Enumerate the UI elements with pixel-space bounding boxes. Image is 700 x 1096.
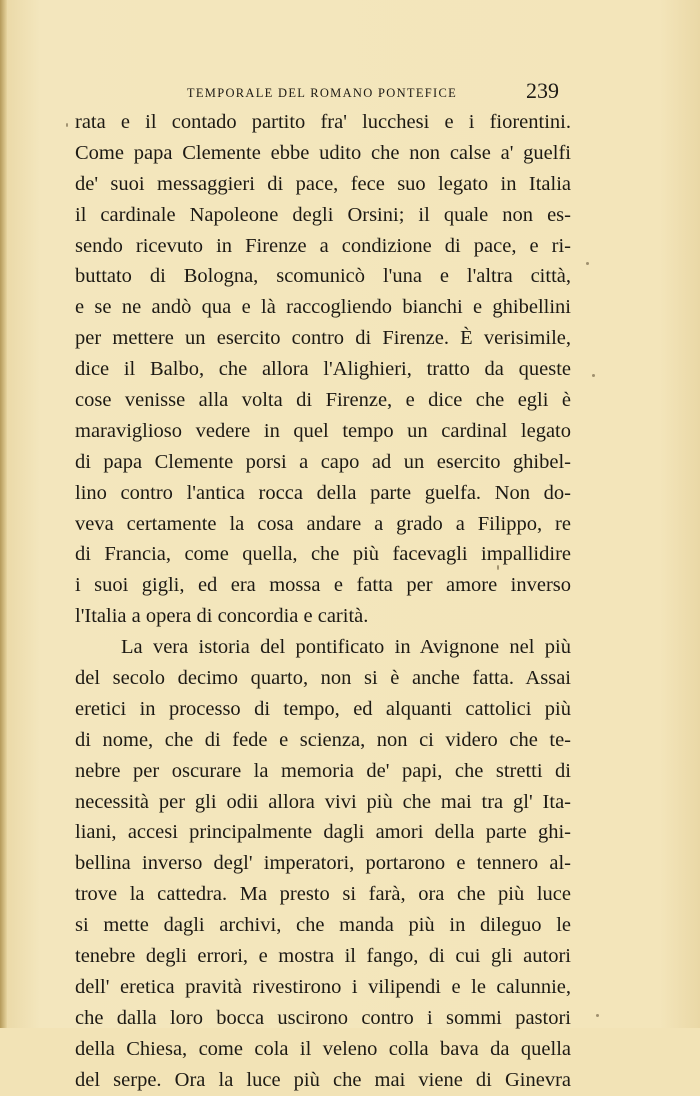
text-line: de' suoi messaggieri di pace, fece suo legato in Italia bbox=[75, 172, 571, 195]
text-line: di Francia, come quella, che più facevagli impallidire bbox=[75, 543, 571, 566]
text-line: trove la cattedra. Ma presto si farà, ora che più luce bbox=[75, 883, 571, 906]
text-line: maraviglioso vedere in quel tempo un cardinal legato bbox=[75, 419, 571, 442]
text-line: lino contro l'antica rocca della parte guelfa. Non do- bbox=[75, 481, 571, 504]
text-line: Come papa Clemente ebbe udito che non calse a' guelfi bbox=[75, 141, 571, 164]
text-line: necessità per gli odii allora vivi più che mai tra gl' Ita- bbox=[75, 790, 571, 813]
text-line: nebre per oscurare la memoria de' papi, che stretti di bbox=[75, 759, 571, 782]
text-line: per mettere un esercito contro di Firenze. È verisimile, bbox=[75, 327, 571, 350]
text-line: tenebre degli errori, e mostra il fango, di cui gli autori bbox=[75, 945, 571, 968]
paper-speck bbox=[497, 565, 499, 570]
text-line: si mette dagli archivi, che manda più in dileguo le bbox=[75, 914, 571, 937]
text-line: liani, accesi principalmente dagli amori della parte ghi- bbox=[75, 821, 571, 844]
text-line: buttato di Bologna, scomunicò l'una e l'altra città, bbox=[75, 265, 571, 288]
text-line: di papa Clemente porsi a capo ad un esercito ghibel- bbox=[75, 450, 571, 473]
text-line: del serpe. Ora la luce più che mai viene di Ginevra bbox=[75, 1068, 571, 1091]
paper-speck bbox=[66, 123, 68, 127]
body-text bbox=[75, 107, 571, 1096]
paper-speck bbox=[592, 374, 595, 377]
running-head: TEMPORALE DEL ROMANO PONTEFICE bbox=[186, 86, 458, 100]
text-line: cose venisse alla volta di Firenze, e dice che egli è bbox=[75, 389, 571, 412]
paragraph-first-line: La vera istoria del pontificato in Avignone nel più bbox=[121, 636, 571, 659]
text-line: del secolo decimo quarto, non si è anche fatta. Assai bbox=[75, 667, 571, 690]
text-line: che dalla loro bocca uscirono contro i sommi pastori bbox=[75, 1006, 571, 1029]
text-line: dell' eretica pravità rivestirono i vilipendi e le calunnie, bbox=[75, 975, 571, 998]
paper-speck bbox=[586, 262, 589, 265]
text-line: il cardinale Napoleone degli Orsini; il quale non es- bbox=[75, 203, 571, 226]
text-line: l'Italia a opera di concordia e carità. bbox=[75, 605, 369, 628]
text-line: rata e il contado partito fra' lucchesi e i fiorentini. bbox=[75, 111, 571, 133]
text-line: di nome, che di fede e scienza, non ci videro che te- bbox=[75, 728, 571, 751]
paper-speck bbox=[596, 1014, 599, 1017]
text-line: sendo ricevuto in Firenze a condizione di pace, e ri- bbox=[75, 234, 571, 257]
page-gutter-edge bbox=[0, 0, 7, 1028]
page-header bbox=[0, 78, 700, 108]
text-line: bellina inverso degl' imperatori, portarono e tennero al- bbox=[75, 852, 571, 875]
text-line: eretici in processo di tempo, ed alquanti cattolici più bbox=[75, 697, 571, 720]
text-line: dice il Balbo, che allora l'Alighieri, tratto da queste bbox=[75, 358, 571, 381]
text-line: i suoi gigli, ed era mossa e fatta per amore inverso bbox=[75, 574, 571, 597]
text-line: veva certamente la cosa andare a grado a Filippo, re bbox=[75, 512, 571, 535]
text-line: della Chiesa, come cola il veleno colla bava da quella bbox=[75, 1037, 571, 1060]
page-number: 239 bbox=[526, 78, 559, 103]
text-line: e se ne andò qua e là raccogliendo bianchi e ghibellini bbox=[75, 296, 571, 319]
